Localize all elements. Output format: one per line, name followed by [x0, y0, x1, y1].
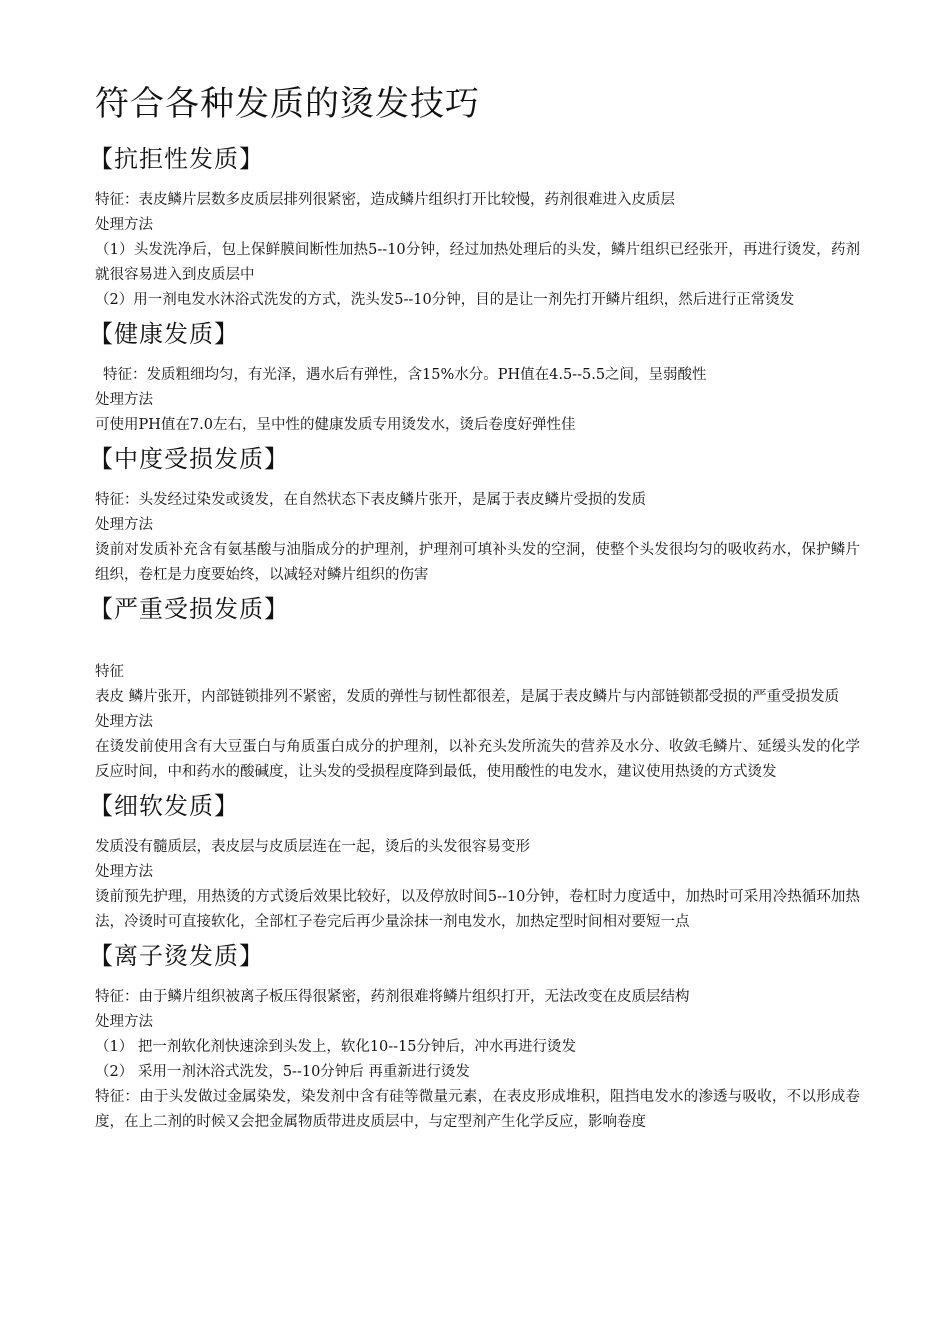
paragraph: 特征 — [95, 664, 124, 680]
paragraph: 处理方法 — [95, 714, 153, 730]
paragraph: 可使用PH值在7.0左右，呈中性的健康发质专用烫发水，烫后卷度好弹性佳 — [95, 417, 576, 433]
paragraph: 处理方法 — [95, 392, 153, 408]
paragraph: 特征：由于头发做过金属染发，染发剂中含有硅等微量元素，在表皮形成堆积，阻挡电发水的渗透与吸收，不以形成卷度，在上二剂的时候又会把金属物质带进皮质层中，与定型剂产生化学反应，影响卷度 — [95, 1089, 860, 1130]
paragraph: 特征：表皮鳞片层数多皮质层排列很紧密，造成鳞片组织打开比较慢，药剂很难进入皮质层 — [95, 192, 675, 208]
paragraph: 处理方法 — [95, 217, 153, 233]
paragraph: 特征：由于鳞片组织被离子板压得很紧密，药剂很难将鳞片组织打开，无法改变在皮质层结构 — [95, 989, 690, 1005]
paragraph: 处理方法 — [95, 1014, 153, 1030]
paragraph: 表皮 鳞片张开，内部链锁排列不紧密，发质的弹性与韧性都很差，是属于表皮鳞片与内部链锁都受损的严重受损发质 — [95, 689, 840, 705]
document-page — [89, 80, 860, 1139]
paragraph: 烫前预先护理，用热烫的方式烫后效果比较好，以及停放时间5--10分钟，卷杠时力度适中，加热时可采用冷热循环加热法，冷烫时可直接软化，全部杠子卷完后再少量涂抹一剂电发水，加热定型时间相对要短一点 — [95, 889, 860, 930]
paragraph: 烫前对发质补充含有氨基酸与油脂成分的护理剂，护理剂可填补头发的空洞，使整个头发很均匀的吸收药水，保护鳞片组织，卷杠是力度要始终，以减轻对鳞片组织的伤害 — [95, 542, 860, 583]
paragraph: 在烫发前使用含有大豆蛋白与角质蛋白成分的护理剂，以补充头发所流失的营养及水分、收敛毛鳞片、延缓头发的化学反应时间，中和药水的酸碱度，让头发的受损程度降到最低，使用酸性的电发水，建议使用热烫的方式烫发 — [95, 739, 860, 780]
section-heading: 【细软发质】 — [89, 792, 239, 820]
section-moderate-damage — [89, 442, 860, 588]
section-heading: 【抗拒性发质】 — [89, 145, 264, 173]
paragraph: （2）用一剂电发水沐浴式洗发的方式，洗头发5--10分钟，目的是让一剂先打开鳞片组织，然后进行正常烫发 — [95, 292, 795, 308]
paragraph: 特征：发质粗细均匀，有光泽，遇水后有弹性，含15%水分。PH值在4.5--5.5之间，呈弱酸性 — [103, 367, 707, 383]
section-heading: 【严重受损发质】 — [89, 595, 289, 623]
paragraph: 发质没有髓质层，表皮层与皮质层连在一起，烫后的头发很容易变形 — [95, 839, 530, 855]
section-resistant-hair — [89, 142, 860, 313]
section-ion-perm-hair — [89, 939, 860, 1135]
paragraph: （1） 把一剂软化剂快速涂到头发上，软化10--15分钟后，冲水再进行烫发 — [95, 1039, 577, 1055]
section-severe-damage — [89, 592, 860, 785]
paragraph: 处理方法 — [95, 517, 153, 533]
document-title: 符合各种发质的烫发技巧 — [95, 84, 480, 124]
section-healthy-hair — [89, 317, 860, 438]
section-heading: 【离子烫发质】 — [89, 942, 264, 970]
section-heading: 【中度受损发质】 — [89, 445, 289, 473]
paragraph: （2） 采用一剂沐浴式洗发，5--10分钟后 再重新进行烫发 — [95, 1064, 470, 1080]
paragraph: 处理方法 — [95, 864, 153, 880]
paragraph: 特征：头发经过染发或烫发，在自然状态下表皮鳞片张开，是属于表皮鳞片受损的发质 — [95, 492, 646, 508]
section-fine-hair — [89, 789, 860, 935]
section-heading: 【健康发质】 — [89, 320, 239, 348]
paragraph: （1）头发洗净后，包上保鲜膜间断性加热5--10分钟，经过加热处理后的头发，鳞片组织已经张开，再进行烫发，药剂就很容易进入到皮质层中 — [95, 242, 860, 283]
